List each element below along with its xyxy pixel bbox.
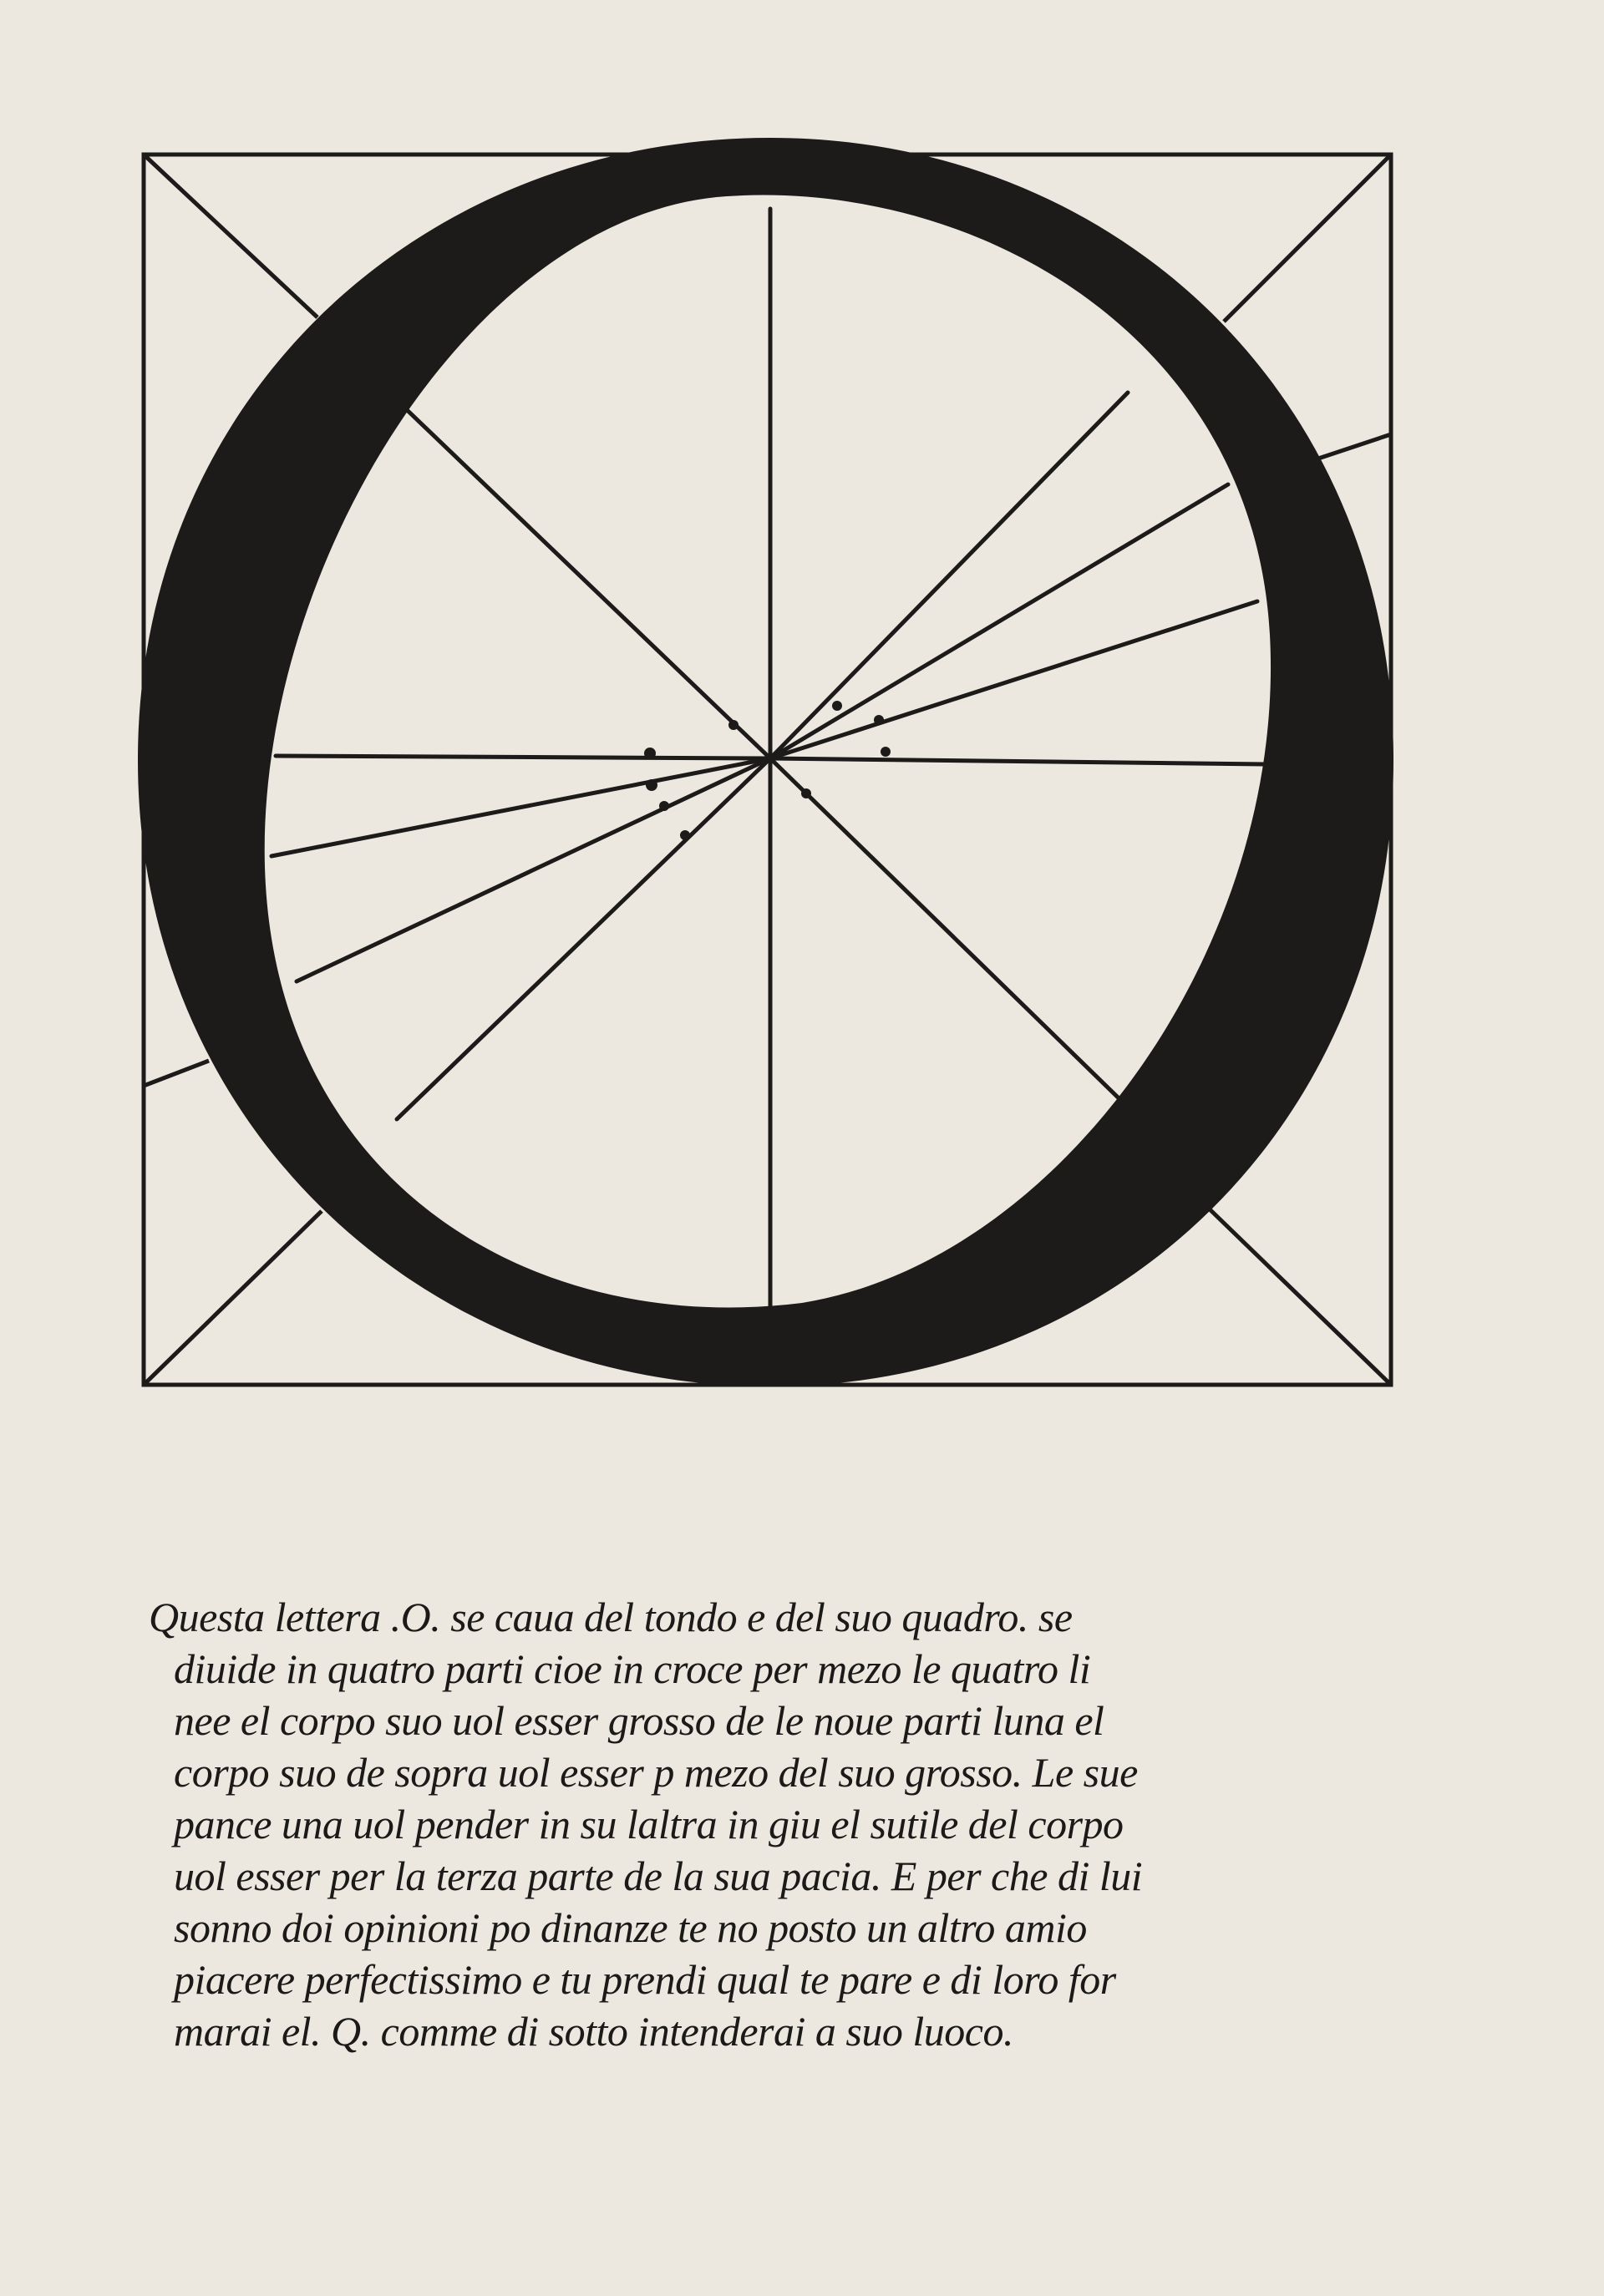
text-line-7: sonno doi opinioni po dinanze te no posto un altro amio xyxy=(174,1904,1087,1951)
text-line-3: nee el corpo suo uol esser grosso de le noue parti luna el xyxy=(174,1697,1104,1744)
body-text xyxy=(149,1591,1452,2057)
construction-dots xyxy=(644,701,891,840)
text-line-5: pance una uol pender in su laltra in giu el sutile del corpo xyxy=(174,1801,1124,1847)
text-line-2: diuide in quatro parti cioe in croce per mezo le quatro li xyxy=(174,1645,1091,1692)
text-line-1: Questa lettera .O. se caua del tondo e del suo quadro. se xyxy=(149,1594,1073,1640)
text-line-9: marai el. Q. comme di sotto intenderai a suo luoco. xyxy=(174,2008,1013,2055)
text-line-8: piacere perfectissimo e tu prendi qual te pare e di loro for xyxy=(174,1956,1116,2003)
text-line-4: corpo suo de sopra uol esser p mezo del suo grosso. Le sue xyxy=(174,1749,1138,1796)
text-line-6: uol esser per la terza parte de la sua pacia. E per che di lui xyxy=(174,1853,1143,1899)
